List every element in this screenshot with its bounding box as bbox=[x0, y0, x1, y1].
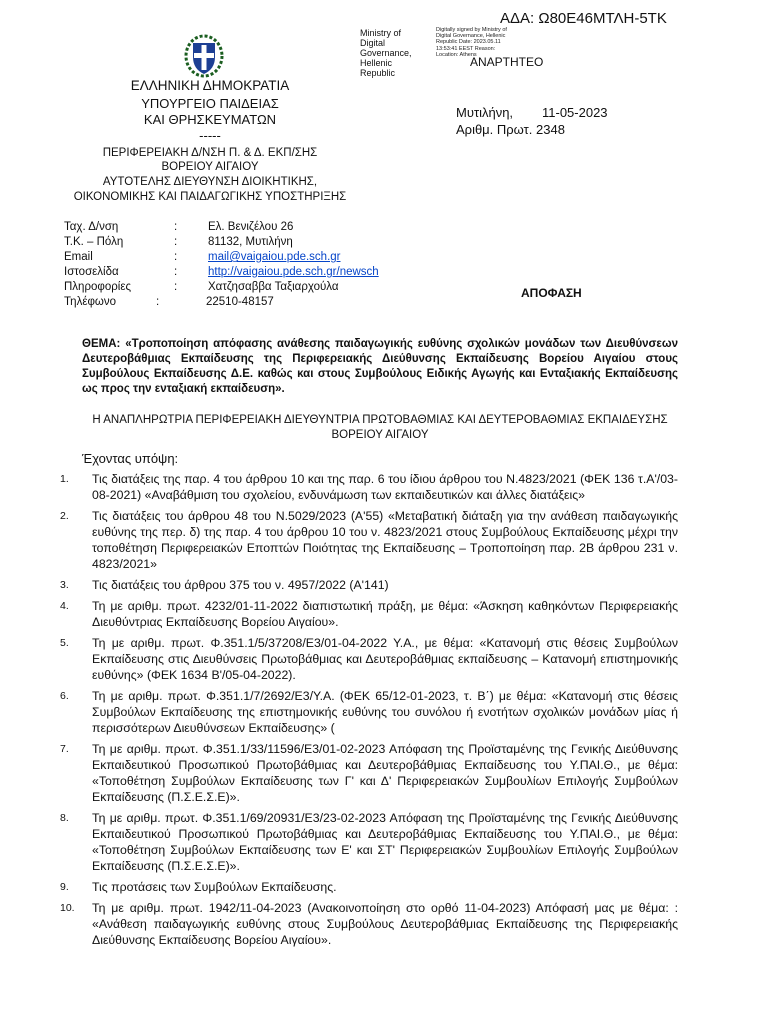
header-ministry-2: ΚΑΙ ΘΡΗΣΚΕΥΜΑΤΩΝ bbox=[143, 112, 277, 127]
signature-details: Digitally signed by Ministry of Digital Governance, Hellenic Republic Date: 2023.05.11 13:53:41 EEST Reason: Location: Athens bbox=[436, 27, 507, 58]
header-republic: ΕΛΛΗΝΙΚΗ ΔΗΜΟΚΡΑΤΙΑ bbox=[130, 78, 290, 93]
subject: ΘΕΜΑ: «Τροποποίηση απόφασης ανάθεσης παιδαγωγικής ευθύνης σχολικών μονάδων των Διευθύνσεων Δευτεροβάθμιας Εκπαίδευσης της Περιφερειακής Διεύθυνσης Εκπαίδευσης Βορείου Αιγαίου στους Συμβούλους Εκπαίδευσης Δ.Ε. καθώς και στους Συμβούλους Ειδικής Αγωγής και Ενταξιακής Εκπαίδευσης ως προς την ενταξιακή εκπαίδευση». bbox=[82, 338, 678, 395]
list-item: 2. Τις διατάξεις του άρθρου 48 του Ν.5029/2023 (Α'55) «Μεταβατική διάταξη για την ανάθεση παιδαγωγικής ευθύνης της περ. δ) της παρ. 4 του άρθρου 10 του ν. 4823/2021 στους Συμβούλους Εκπαίδευσης μέχρι την τοποθέτηση Περιφερειακών Εποπτών Ποιότητας της Εκπαίδευσης – Τροποποίηση παρ. 2Β άρθρου 231 ν. 4823/2021» bbox=[60, 509, 678, 571]
contact-key: Ταχ. Δ/νση bbox=[64, 221, 119, 233]
list-item: 8. Τη με αριθμ. πρωτ. Φ.351.1/69/20931/Ε3/23-02-2023 Απόφαση της Προϊσταμένης της Γενικής Διεύθυνσης Εκπαιδευτικού Προσωπικού Πρωτοβάθμιας και Δευτεροβάθμιας Εκπαίδευσης του Υ.ΠΑΙ.Θ., με θέμα: «Τοποθέτηση Συμβούλων Εκπαίδευσης των Ε' και ΣΤ' Περιφερειακών Συμβουλίων Επιλογής Συμβούλων Εκπαίδευσης (Π.Σ.Ε.Σ.Ε)». bbox=[60, 811, 678, 873]
website-link[interactable]: http://vaigaiou.pde.sch.gr/newsch bbox=[208, 266, 379, 278]
considerations-list bbox=[60, 471, 678, 953]
posting-label: ΑΝΑΡΤΗΤΕΟ bbox=[470, 55, 544, 69]
contact-row: Email : mail@vaigaiou.pde.sch.gr bbox=[64, 251, 341, 263]
contact-row: Τηλέφωνο : 22510-48157 bbox=[64, 296, 274, 308]
date: 11-05-2023 bbox=[542, 105, 608, 120]
list-item: 6. Τη με αριθμ. πρωτ. Φ.351.1/7/2692/Ε3/Υ.Α. (ΦΕΚ 65/12-01-2023, τ. Β΄) με θέμα: «Κατανομή στις θέσεις Συμβούλων Εκπαίδευσης της επιστημονικής ευθύνης του συνόλου ή ενοτήτων σχολικών μονάδων μίας ή περισσότερων Διευθύνσεων Εκπαίδευσης» ( bbox=[60, 689, 678, 735]
list-item: 3. Τις διατάξεις του άρθρου 375 του ν. 4957/2022 (Α'141) bbox=[60, 578, 389, 592]
contact-key: Πληροφορίες bbox=[64, 281, 132, 293]
list-item: 5. Τη με αριθμ. πρωτ. Φ.351.1/5/37208/Ε3/01-04-2022 Υ.Α., με θέμα: «Κατανομή στις θέσεις Συμβούλων Εκπαίδευσης στις Διευθύνσεις Πρωτοβάθμιας και Δευτεροβάθμιας εκπαίδευσης – Κατανομή επιστημονικής ευθύνης» (ΦΕΚ 1634 Β'/05-04-2022). bbox=[60, 636, 678, 682]
director-title: Η ΑΝΑΠΛΗΡΩΤΡΙΑ ΠΕΡΙΦΕΡΕΙΑΚΗ ΔΙΕΥΘΥΝΤΡΙΑ ΠΡΩΤΟΒΑΘΜΙΑΣ ΚΑΙ ΔΕΥΤΕΡΟΒΑΘΜΙΑΣ ΕΚΠΑΙΔΕΥΣΗΣ ΒΟΡΕΙΟΥ ΑΙΓΑΙΟΥ bbox=[92, 414, 668, 441]
email-link[interactable]: mail@vaigaiou.pde.sch.gr bbox=[208, 251, 341, 263]
header-region: ΒΟΡΕΙΟΥ ΑΙΓΑΙΟΥ bbox=[161, 161, 259, 173]
header-department: ΑΥΤΟΤΕΛΗΣ ΔΙΕΥΘΥΝΣΗ ΔΙΟΙΚΗΤΙΚΗΣ, bbox=[102, 176, 318, 188]
contact-key: Ιστοσελίδα bbox=[64, 266, 119, 278]
contact-row: Ιστοσελίδα : http://vaigaiou.pde.sch.gr/newsch bbox=[64, 266, 379, 278]
list-item: 1. Τις διατάξεις της παρ. 4 του άρθρου 10 και της παρ. 6 του ίδιου άρθρου του Ν.4823/2021 (ΦΕΚ 136 τ.Α'/03-08-2021) «Αναβάθμιση του σχολείου, ενδυνάμωση των εκπαιδευτικών και άλλες διατάξεις» bbox=[60, 472, 678, 502]
contact-key: Email bbox=[64, 251, 93, 263]
contact-value: Ελ. Βενιζέλου 26 bbox=[208, 221, 294, 233]
ada-code: ΑΔΑ: Ω80Ε46ΜΤΛΗ-5ΤΚ bbox=[500, 10, 667, 27]
contact-value: 81132, Μυτιλήνη bbox=[208, 236, 293, 248]
decision-label: ΑΠΟΦΑΣΗ bbox=[521, 286, 582, 300]
contact-value: Χατζησαββα Ταξιαρχούλα bbox=[208, 281, 339, 293]
having-regard-heading: Έχοντας υπόψη: bbox=[82, 451, 179, 466]
city: Μυτιλήνη, bbox=[456, 105, 514, 120]
contact-key: Τηλέφωνο bbox=[64, 296, 117, 308]
contact-row: Πληροφορίες : Χατζησαββα Ταξιαρχούλα bbox=[64, 281, 339, 293]
header-ministry: ΥΠΟΥΡΓΕΙΟ ΠΑΙΔΕΙΑΣ bbox=[141, 96, 279, 111]
coat-of-arms-icon bbox=[184, 34, 224, 83]
place-date-block bbox=[456, 104, 608, 138]
list-item: 9. Τις προτάσεις των Συμβούλων Εκπαίδευσης. bbox=[60, 880, 337, 894]
digital-signer: Ministry of Digital Governance, Hellenic Republic bbox=[360, 28, 412, 78]
header-department-2: ΟΙΚΟΝΟΜΙΚΗΣ ΚΑΙ ΠΑΙΔΑΓΩΓΙΚΗΣ ΥΠΟΣΤΗΡΙΞΗΣ bbox=[73, 191, 347, 203]
list-item: 7. Τη με αριθμ. πρωτ. Φ.351.1/33/11596/Ε3/01-02-2023 Απόφαση της Προϊσταμένης της Γενικής Διεύθυνσης Εκπαιδευτικού Προσωπικού Πρωτοβάθμιας και Δευτεροβάθμιας Εκπαίδευσης του Υ.ΠΑΙ.Θ., με θέμα: «Τοποθέτηση Συμβούλων Εκπαίδευσης των Γ' και Δ' Περιφερειακών Συμβουλίων Επιλογής Συμβούλων Εκπαίδευσης (Π.Σ.Ε.Σ.Ε)». bbox=[60, 742, 678, 804]
contact-value: 22510-48157 bbox=[206, 296, 274, 308]
list-item: 4. Τη με αριθμ. πρωτ. 4232/01-11-2022 διαπιστωτική πράξη, με θέμα: «Άσκηση καθηκόντων Περιφερειακής Διευθύντριας Εκπαίδευσης Βορείου Αιγαίου». bbox=[60, 599, 678, 629]
list-item: 10. Τη με αριθμ. πρωτ. 1942/11-04-2023 (Ανακοινοποίηση στο ορθό 11-04-2023) Απόφασή μας με θέμα: : «Ανάθεση παιδαγωγικής ευθύνης στους Συμβούλους Δευτεροβάθμιας Εκπαίδευσης της Περιφερειακής Διεύθυνσης Εκπαίδευσης Βορείου Αιγαίου». bbox=[60, 901, 678, 947]
contact-row: Ταχ. Δ/νση : Ελ. Βενιζέλου 26 bbox=[64, 221, 294, 233]
contact-row: Τ.Κ. – Πόλη : 81132, Μυτιλήνη bbox=[64, 236, 293, 248]
protocol-number: Αριθμ. Πρωτ. 2348 bbox=[456, 122, 565, 137]
header-separator: ----- bbox=[199, 128, 221, 143]
header-regional-directorate: ΠΕΡΙΦΕΡΕΙΑΚΗ Δ/ΝΣΗ Π. & Δ. ΕΚΠ/ΣΗΣ bbox=[102, 147, 318, 159]
contact-key: Τ.Κ. – Πόλη bbox=[64, 236, 124, 248]
